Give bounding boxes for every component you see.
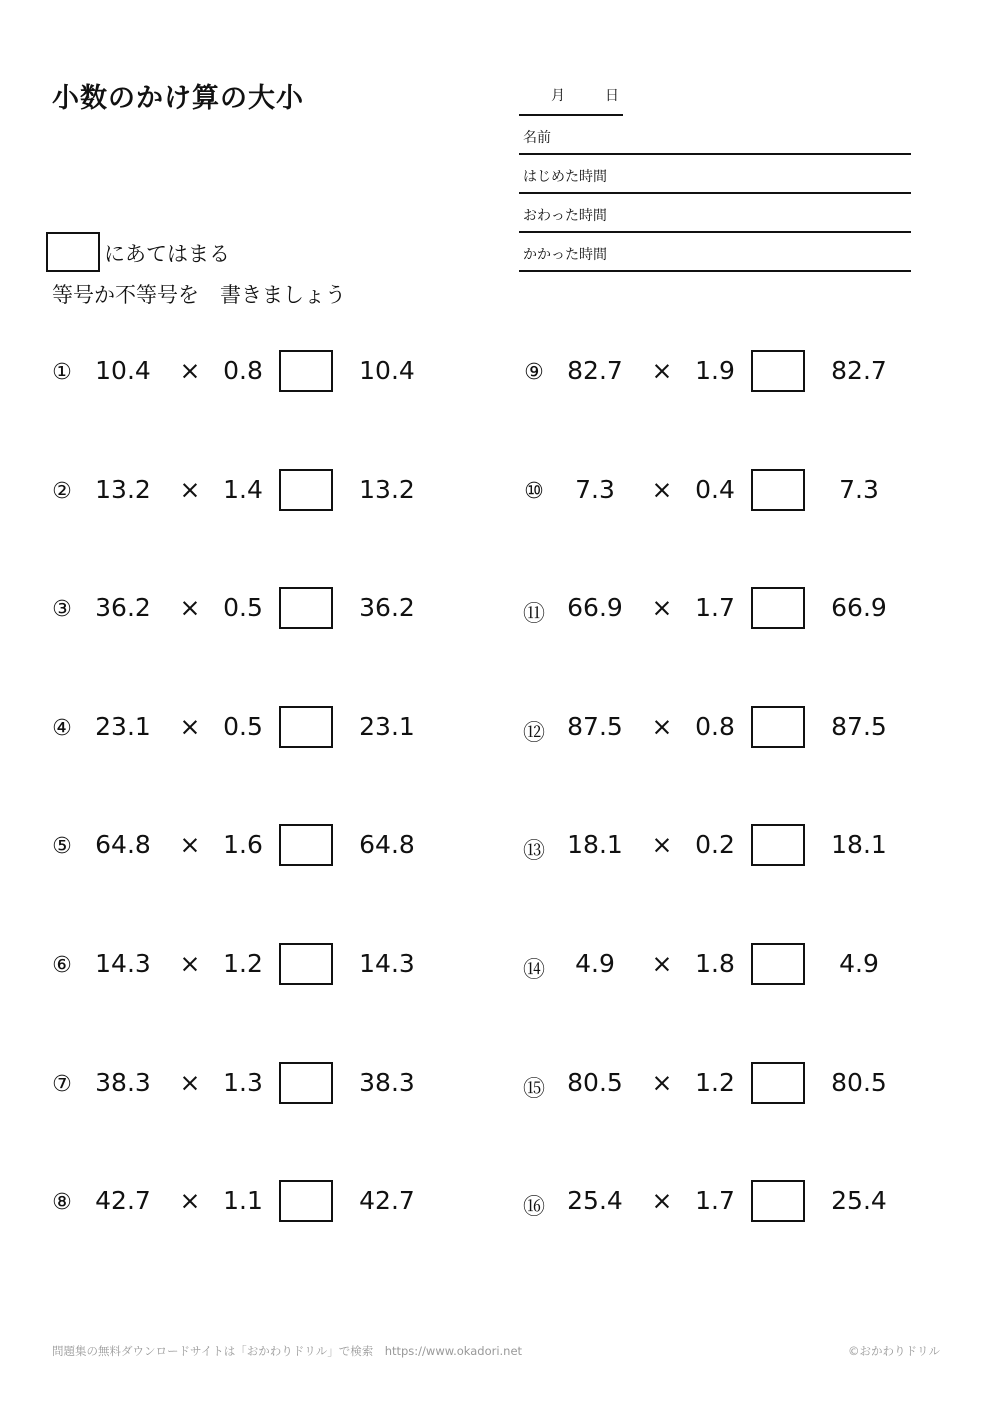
right-operand: 80.5 bbox=[831, 1068, 887, 1097]
left-operand: 66.9 bbox=[567, 593, 623, 622]
multiply-sign: × bbox=[179, 1186, 201, 1215]
start-time-label: はじめた時間 bbox=[523, 169, 607, 185]
multiply-sign: × bbox=[179, 475, 201, 504]
multiplier: 0.8 bbox=[695, 712, 735, 741]
left-operand: 10.4 bbox=[95, 356, 151, 385]
multiply-sign: × bbox=[179, 1068, 201, 1097]
right-operand: 14.3 bbox=[359, 949, 415, 978]
multiply-sign: × bbox=[651, 593, 673, 622]
multiply-sign: × bbox=[179, 949, 201, 978]
problem-item bbox=[516, 824, 916, 874]
left-operand: 13.2 bbox=[95, 475, 151, 504]
problem-item bbox=[44, 587, 444, 637]
multiply-sign: × bbox=[179, 593, 201, 622]
end-time-field[interactable] bbox=[519, 193, 911, 233]
problem-item bbox=[44, 350, 444, 400]
right-operand: 10.4 bbox=[359, 356, 415, 385]
problem-number: ⑩ bbox=[524, 479, 544, 504]
multiplier: 1.9 bbox=[695, 356, 735, 385]
answer-box[interactable] bbox=[751, 824, 805, 866]
right-operand: 87.5 bbox=[831, 712, 887, 741]
left-operand: 87.5 bbox=[567, 712, 623, 741]
answer-box[interactable] bbox=[751, 1180, 805, 1222]
footer-source: 問題集の無料ダウンロードサイトは「おかわりドリル」で検索 https://www.okadori.net bbox=[52, 1344, 523, 1358]
problem-item bbox=[44, 1180, 444, 1230]
problem-item bbox=[516, 587, 916, 637]
multiplier: 1.7 bbox=[695, 1186, 735, 1215]
multiply-sign: × bbox=[179, 712, 201, 741]
right-operand: 82.7 bbox=[831, 356, 887, 385]
multiply-sign: × bbox=[651, 356, 673, 385]
answer-box[interactable] bbox=[279, 350, 333, 392]
answer-box[interactable] bbox=[751, 469, 805, 511]
problem-item bbox=[516, 350, 916, 400]
multiplier: 1.6 bbox=[223, 830, 263, 859]
left-operand: 42.7 bbox=[95, 1186, 151, 1215]
right-operand: 18.1 bbox=[831, 830, 887, 859]
name-field[interactable] bbox=[519, 115, 911, 155]
day-label: 日 bbox=[605, 88, 619, 104]
multiplier: 1.2 bbox=[223, 949, 263, 978]
problem-number: ⑤ bbox=[52, 834, 72, 859]
answer-box[interactable] bbox=[279, 824, 333, 866]
date-field[interactable] bbox=[519, 84, 623, 116]
answer-box[interactable] bbox=[751, 706, 805, 748]
instruction-line-2: 等号か不等号を 書きましょう bbox=[52, 283, 346, 307]
multiplier: 1.8 bbox=[695, 949, 735, 978]
answer-box[interactable] bbox=[279, 1062, 333, 1104]
problem-item bbox=[44, 469, 444, 519]
left-operand: 82.7 bbox=[567, 356, 623, 385]
elapsed-time-label: かかった時間 bbox=[523, 247, 607, 263]
answer-box[interactable] bbox=[751, 1062, 805, 1104]
month-label: 月 bbox=[551, 88, 565, 104]
instruction-line-1: にあてはまる bbox=[104, 242, 230, 266]
left-operand: 25.4 bbox=[567, 1186, 623, 1215]
name-label: 名前 bbox=[523, 130, 551, 146]
problem-number: ⑥ bbox=[52, 953, 72, 978]
problem-number: ⑭ bbox=[522, 958, 545, 983]
answer-box[interactable] bbox=[279, 943, 333, 985]
multiplier: 1.2 bbox=[695, 1068, 735, 1097]
multiply-sign: × bbox=[179, 830, 201, 859]
problem-item bbox=[44, 706, 444, 756]
multiplier: 1.4 bbox=[223, 475, 263, 504]
problem-number: ⑦ bbox=[52, 1072, 72, 1097]
left-operand: 23.1 bbox=[95, 712, 151, 741]
problem-number: ④ bbox=[52, 716, 72, 741]
right-operand: 4.9 bbox=[839, 949, 879, 978]
multiplier: 0.5 bbox=[223, 712, 263, 741]
multiply-sign: × bbox=[651, 1186, 673, 1215]
left-operand: 64.8 bbox=[95, 830, 151, 859]
footer-copyright: ©おかわりドリル bbox=[848, 1344, 940, 1358]
left-operand: 7.3 bbox=[575, 475, 615, 504]
end-time-label: おわった時間 bbox=[523, 208, 607, 224]
problem-number: ③ bbox=[52, 597, 72, 622]
right-operand: 13.2 bbox=[359, 475, 415, 504]
left-operand: 18.1 bbox=[567, 830, 623, 859]
problem-number: ① bbox=[52, 360, 72, 385]
multiplier: 0.5 bbox=[223, 593, 263, 622]
problem-number: ⑮ bbox=[522, 1077, 545, 1102]
problem-item bbox=[516, 706, 916, 756]
problem-number: ⑫ bbox=[522, 721, 545, 746]
start-time-field[interactable] bbox=[519, 154, 911, 194]
problem-item bbox=[44, 1062, 444, 1112]
right-operand: 25.4 bbox=[831, 1186, 887, 1215]
multiply-sign: × bbox=[651, 475, 673, 504]
multiply-sign: × bbox=[651, 830, 673, 859]
right-operand: 42.7 bbox=[359, 1186, 415, 1215]
multiply-sign: × bbox=[651, 712, 673, 741]
multiply-sign: × bbox=[651, 1068, 673, 1097]
problem-number: ⑬ bbox=[522, 839, 545, 864]
answer-box[interactable] bbox=[279, 1180, 333, 1222]
answer-box[interactable] bbox=[751, 587, 805, 629]
page-title: 小数のかけ算の大小 bbox=[52, 83, 304, 114]
left-operand: 38.3 bbox=[95, 1068, 151, 1097]
left-operand: 80.5 bbox=[567, 1068, 623, 1097]
problem-number: ② bbox=[52, 479, 72, 504]
multiply-sign: × bbox=[179, 356, 201, 385]
multiplier: 1.1 bbox=[223, 1186, 263, 1215]
problem-number: ⑨ bbox=[524, 360, 544, 385]
right-operand: 66.9 bbox=[831, 593, 887, 622]
right-operand: 36.2 bbox=[359, 593, 415, 622]
answer-box[interactable] bbox=[751, 350, 805, 392]
right-operand: 23.1 bbox=[359, 712, 415, 741]
problem-item bbox=[44, 943, 444, 993]
problem-number: ⑯ bbox=[522, 1195, 545, 1220]
multiplier: 0.4 bbox=[695, 475, 735, 504]
multiplier: 0.2 bbox=[695, 830, 735, 859]
answer-box[interactable] bbox=[279, 706, 333, 748]
problem-item bbox=[516, 943, 916, 993]
answer-box[interactable] bbox=[279, 469, 333, 511]
multiplier: 1.3 bbox=[223, 1068, 263, 1097]
problem-item bbox=[516, 469, 916, 519]
problem-item bbox=[516, 1180, 916, 1230]
right-operand: 64.8 bbox=[359, 830, 415, 859]
left-operand: 14.3 bbox=[95, 949, 151, 978]
instruction-example-box bbox=[46, 232, 100, 272]
problem-number: ⑧ bbox=[52, 1190, 72, 1215]
problem-number: ⑪ bbox=[522, 602, 545, 627]
multiply-sign: × bbox=[651, 949, 673, 978]
right-operand: 38.3 bbox=[359, 1068, 415, 1097]
problem-item bbox=[516, 1062, 916, 1112]
left-operand: 36.2 bbox=[95, 593, 151, 622]
right-operand: 7.3 bbox=[839, 475, 879, 504]
multiplier: 1.7 bbox=[695, 593, 735, 622]
left-operand: 4.9 bbox=[575, 949, 615, 978]
multiplier: 0.8 bbox=[223, 356, 263, 385]
answer-box[interactable] bbox=[751, 943, 805, 985]
answer-box[interactable] bbox=[279, 587, 333, 629]
elapsed-time-field[interactable] bbox=[519, 232, 911, 272]
problem-item bbox=[44, 824, 444, 874]
